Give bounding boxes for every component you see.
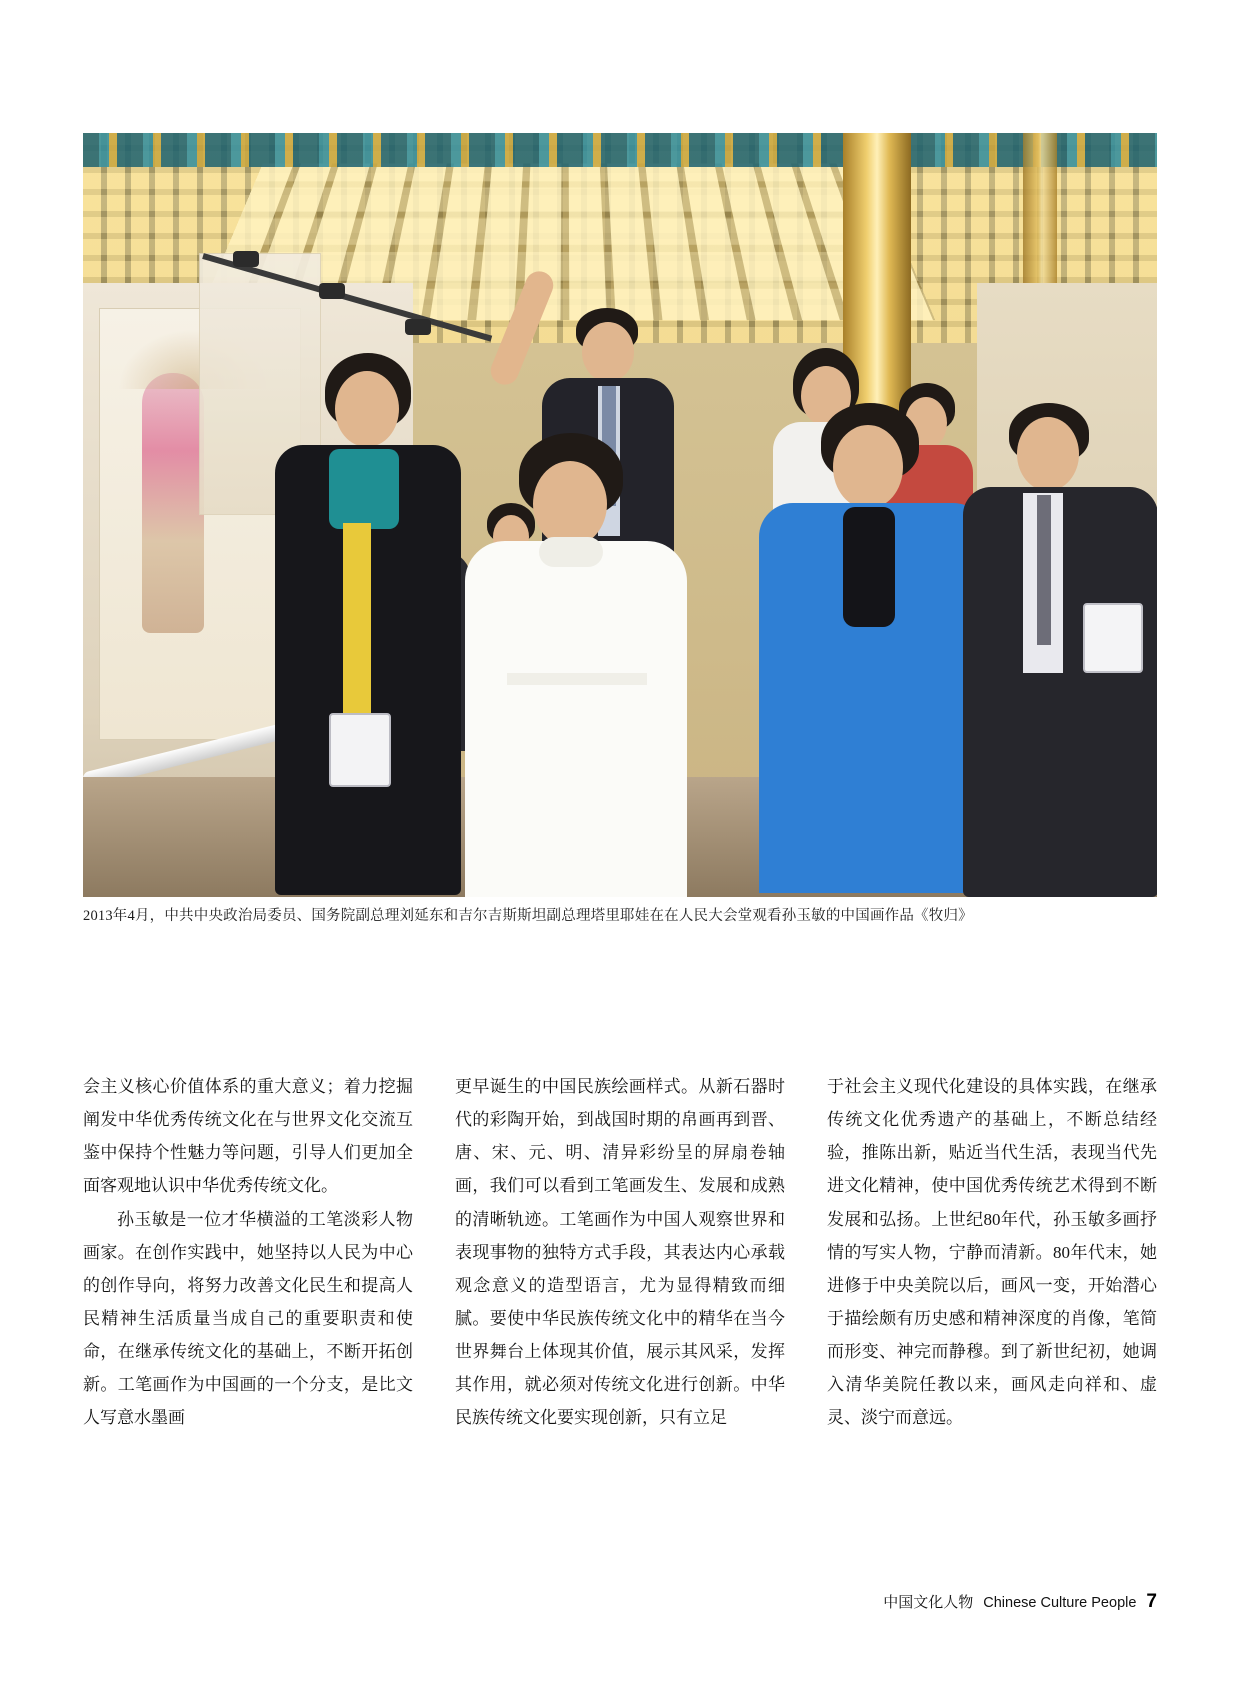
paragraph: 会主义核心价值体系的重大意义；着力挖掘阐发中华优秀传统文化在与世界文化交流互鉴中保持个性魅力等问题，引导人们更加全面客观地认识中华优秀传统文化。 xyxy=(83,1077,413,1196)
page-footer xyxy=(883,1591,1157,1613)
footer-title-cn: 中国文化人物 xyxy=(883,1595,974,1611)
attendee-glasses-right xyxy=(963,403,1157,897)
paragraph: 孙玉敏是一位才华横溢的工笔淡彩人物画家。在创作实践中，她坚持以人民为中心的创作导向，将努力改善文化民生和提高人民精神生活质量当成自己的重要职责和使命，在继承传统文化的基础上，不断开拓创新。工笔画作为中国画的一个分支，是比文人写意水墨画 xyxy=(83,1209,413,1428)
text-column-1 xyxy=(83,1070,413,1435)
ceiling-decorative-band xyxy=(83,133,1157,167)
visitor-blue-jacket xyxy=(759,403,989,897)
visitor-dark-coat xyxy=(273,353,463,897)
article-body xyxy=(83,1070,1157,1435)
visitor-white-dress xyxy=(461,433,691,897)
spotlight xyxy=(233,251,259,267)
page-number: 7 xyxy=(1146,1591,1157,1612)
text-column-2 xyxy=(455,1070,785,1435)
photo-caption: 2013年4月，中共中央政治局委员、国务院副总理刘延东和吉尔吉斯斯坦副总理塔里耶娃在在人民大会堂观看孙玉敏的中国画作品《牧归》 xyxy=(83,908,973,924)
paragraph: 于社会主义现代化建设的具体实践，在继承传统文化优秀遗产的基础上，不断总结经验，推陈出新，贴近当代生活，表现当代先进文化精神，使中国优秀传统艺术得到不断发展和弘扬。上世纪80年代，孙玉敏多画抒情的写实人物，宁静而清新。80年代末，她进修于中央美院以后，画风一变，开始潜心于描绘颇有历史感和精神深度的肖像，笔简而形变、神完而静穆。到了新世纪初，她调入清华美院任教以来，画风走向祥和、虚灵、淡宁而意远。 xyxy=(827,1077,1157,1428)
photo-scene xyxy=(83,133,1157,897)
footer-title-en: Chinese Culture People xyxy=(983,1595,1137,1611)
exhibition-visit-photo xyxy=(83,133,1157,897)
spotlight xyxy=(405,319,431,335)
spotlight xyxy=(319,283,345,299)
paragraph: 更早诞生的中国民族绘画样式。从新石器时代的彩陶开始，到战国时期的帛画再到晋、唐、宋、元、明、清异彩纷呈的屏扇卷轴画，我们可以看到工笔画发生、发展和成熟的清晰轨迹。工笔画作为中国人观察世界和表现事物的独特方式手段，其表达内心承载观念意义的造型语言，尤为显得精致而细腻。要使中华民族传统文化中的精华在当今世界舞台上体现其价值，展示其风采，发挥其作用，就必须对传统文化进行创新。中华民族传统文化要实现创新，只有立足 xyxy=(455,1077,785,1428)
text-column-3 xyxy=(827,1070,1157,1435)
